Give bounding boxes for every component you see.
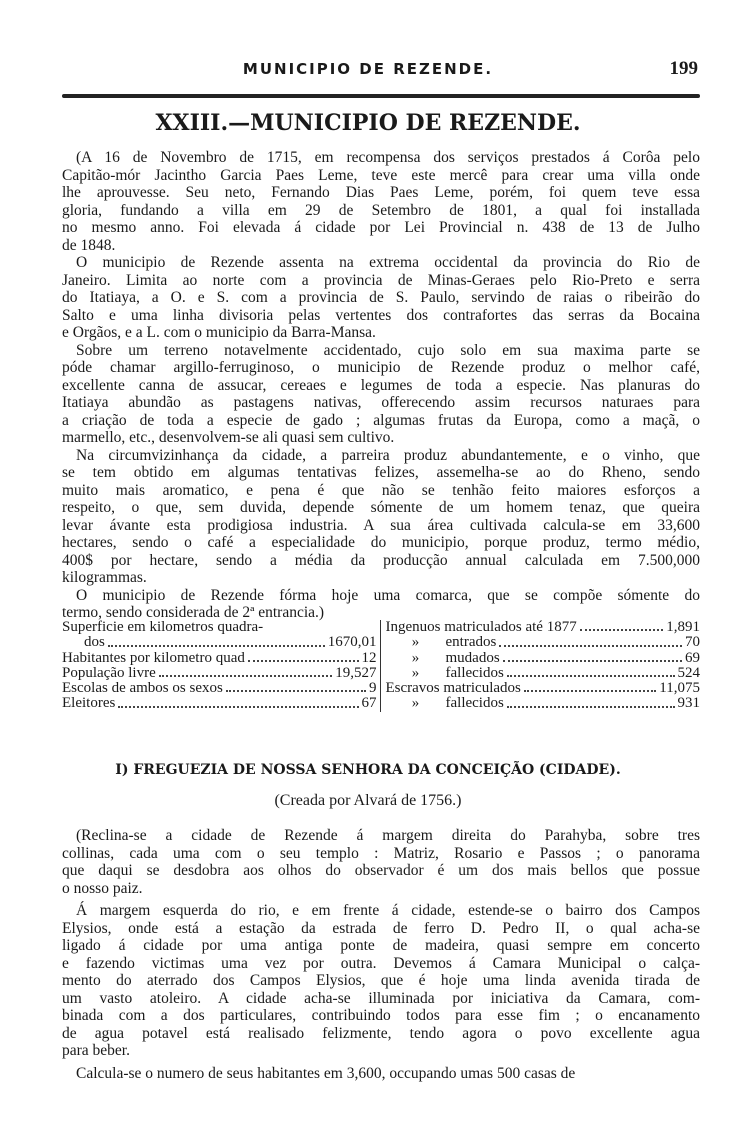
stat-label bbox=[62, 620, 263, 635]
section-heading: I) FREGUEZIA DE NOSSA SENHORA DA CONCEIÇÃO (CIDADE). bbox=[115, 762, 621, 778]
text-line: do Itatiaya, a O. e S. com a provincia de S. Paulo, servindo de raias o ribeirão do bbox=[62, 289, 700, 306]
text-line: de agua potavel está realisado felizmente, tendo agora o povo excellente agua bbox=[62, 1024, 700, 1042]
stat-label-text: Superficie em kilometros quadra- bbox=[62, 619, 264, 635]
stat-label-text: fallecidos bbox=[445, 664, 504, 681]
stat-label bbox=[62, 651, 245, 666]
stat-value: 524 bbox=[677, 664, 700, 681]
text-line: de 1848. bbox=[62, 236, 116, 254]
text-line: gloria, fundando a villa em 29 de Setembro de 1801, a qual foi installada bbox=[62, 201, 700, 219]
text-line: muito mais aromatico, e pena é que não se tenhão feito maiores esforços a bbox=[62, 481, 700, 499]
text-line: 400$ por hectare, sendo a média da producção annual calculada em 7.500,000 bbox=[62, 551, 700, 569]
text-line: Itatiaya abundão as pastagens nativas, offerecendo assim recursos naturaes para bbox=[62, 394, 700, 411]
statistics-right-column bbox=[381, 620, 701, 712]
stat-label bbox=[62, 635, 105, 650]
stat-label-text: mudados bbox=[445, 649, 500, 666]
text-line: termo, sendo considerada de 2ª entrancia.) bbox=[62, 604, 325, 621]
stat-row bbox=[62, 635, 377, 650]
stat-label-text: fallecidos bbox=[445, 695, 504, 712]
text-line: hectares, sendo o café a especialidade do municipio, porque produz, termo médio, bbox=[62, 534, 700, 551]
dot-leader bbox=[507, 706, 675, 708]
text-line: a criação de toda a especie de gado ; algumas frutas da Europa, como a maçã, o bbox=[62, 411, 700, 429]
text-line: um vasto atoleiro. A cidade acha-se illuminada por iniciativa da Camara, com- bbox=[62, 989, 700, 1007]
text-line: Janeiro. Limita ao norte com a provincia de Minas-Geraes pelo Rio-Preto e serra bbox=[62, 271, 700, 289]
stat-label-text: Ingenuos matriculados até 1877 bbox=[385, 619, 577, 635]
stat-row bbox=[386, 681, 701, 696]
stat-value: 1670,01 bbox=[327, 634, 377, 651]
text-line: Calcula-se o numero de seus habitantes em 3,600, occupando umas 500 casas de bbox=[76, 1064, 576, 1082]
paragraph bbox=[62, 149, 700, 254]
text-line: O municipio de Rezende assenta na extrema occidental da provincia do Rio de bbox=[76, 254, 700, 271]
text-line: para beber. bbox=[62, 1042, 130, 1059]
ditto-mark: » bbox=[411, 634, 420, 651]
stat-value: 70 bbox=[685, 634, 700, 651]
stat-row bbox=[62, 696, 377, 711]
text-line: marmello, etc., desenvolvem-se ali quasi sem cultivo. bbox=[62, 429, 395, 446]
paragraph bbox=[62, 587, 700, 622]
text-line: e fazendo victimas uma vez por outra. Devemos á Camara Municipal o calça- bbox=[62, 954, 700, 972]
dot-leader bbox=[118, 706, 358, 708]
paragraph bbox=[62, 447, 700, 587]
header-rule bbox=[62, 94, 700, 98]
text-line: e Orgãos, e a L. com o municipio da Barra-Mansa. bbox=[62, 324, 376, 341]
stat-value: 931 bbox=[677, 695, 700, 712]
stat-label-text: População livre bbox=[62, 664, 156, 681]
ditto-mark: » bbox=[411, 649, 420, 666]
stat-label-text: Escravos matriculados bbox=[385, 680, 521, 697]
stat-label-text: entrados bbox=[445, 634, 497, 651]
stat-row bbox=[62, 666, 377, 681]
stat-label-text: dos bbox=[84, 634, 105, 651]
stat-label bbox=[386, 620, 577, 635]
stat-value: 1,891 bbox=[666, 619, 700, 635]
stat-value: 12 bbox=[361, 649, 377, 666]
chapter-title: XXIII.—MUNICIPIO DE REZENDE. bbox=[155, 110, 581, 136]
section-subtitle: (Creada por Alvará de 1756.) bbox=[274, 792, 462, 809]
paragraph bbox=[62, 342, 700, 447]
text-line: Elysios, onde está a estação da estrada de ferro D. Pedro II, o qual acha-se bbox=[62, 919, 700, 937]
statistics-table bbox=[62, 620, 700, 712]
section-text bbox=[62, 827, 700, 1087]
stat-row bbox=[386, 620, 701, 635]
text-line: (Reclina-se a cidade de Rezende á margem direita do Parahyba, sobre tres bbox=[76, 827, 700, 844]
stat-label bbox=[62, 666, 156, 681]
stat-value: 69 bbox=[685, 649, 700, 666]
text-line: Sobre um terreno notavelmente accidentado, cujo solo em sua maxima parte se bbox=[76, 341, 700, 359]
statistics-left-column bbox=[62, 620, 381, 712]
dot-leader bbox=[503, 660, 682, 662]
ditto-mark: » bbox=[411, 664, 420, 681]
text-line: levar ávante esta prodigiosa industria. A sua área cultivada calcula-se em 33,600 bbox=[62, 516, 700, 534]
stat-row bbox=[386, 666, 701, 681]
stat-label bbox=[62, 681, 223, 696]
text-line: Capitão-mór Jacintho Garcia Paes Leme, teve este mercê para crear uma villa onde bbox=[62, 166, 700, 184]
text-line: Á margem esquerda do rio, e em frente á cidade, estende-se o bairro dos Campos bbox=[76, 902, 700, 919]
stat-row bbox=[386, 696, 701, 711]
text-line: no mesmo anno. Foi elevada á cidade por Lei Provincial n. 438 de 13 de Julho bbox=[62, 219, 700, 236]
text-line: collinas, cada uma com o seu templo : Matriz, Rosario e Passos ; o panorama bbox=[62, 844, 700, 862]
paragraph bbox=[62, 902, 700, 1060]
stat-label bbox=[386, 666, 504, 681]
text-line: Na circumvizinhança da cidade, a parreira produz abundantemente, e o vinho, que bbox=[76, 446, 700, 464]
text-line: mento do aterrado dos Campos Elysios, que é hoje uma linda avenida tirada de bbox=[62, 972, 700, 989]
stat-row bbox=[62, 681, 377, 696]
dot-leader bbox=[248, 660, 359, 662]
dot-leader bbox=[507, 675, 675, 677]
running-header: MUNICIPIO DE REZENDE. bbox=[242, 60, 494, 78]
text-line: se tem obtido em algumas tentativas felizes, assemelha-se ao do Rheno, sendo bbox=[62, 464, 700, 481]
stat-label-text: Eleitores bbox=[62, 695, 116, 712]
text-line: póde chamar argillo-ferruginoso, o municipio de Rezende produz o melhor café, bbox=[62, 359, 700, 376]
paragraph bbox=[62, 254, 700, 342]
intro-text bbox=[62, 149, 700, 622]
text-line: lhe aprouvesse. Seu neto, Fernando Dias Paes Leme, porém, foi quem teve essa bbox=[62, 184, 700, 201]
dot-leader bbox=[108, 645, 325, 647]
stat-value: 67 bbox=[361, 695, 377, 712]
text-line: kilogrammas. bbox=[62, 569, 147, 586]
text-line: respeito, o que, sem duvida, depende sómente de um homem tenaz, que queira bbox=[62, 499, 700, 516]
stat-label bbox=[386, 696, 504, 711]
text-line: (A 16 de Novembro de 1715, em recompensa dos serviços prestados á Corôa pelo bbox=[76, 149, 700, 166]
stat-row bbox=[386, 651, 701, 666]
stat-label-text: Habitantes por kilometro quad bbox=[62, 649, 245, 666]
stat-value: 9 bbox=[369, 680, 377, 697]
text-line: Salto e uma linha divisoria pelas vertentes dos contrafortes das serras da Bocaina bbox=[62, 306, 700, 324]
text-line: excellente canna de assucar, cereaes e legumes de toda a especie. Nas planuras do bbox=[62, 376, 700, 394]
stat-value: 11,075 bbox=[659, 680, 700, 697]
text-line: O municipio de Rezende fórma hoje uma comarca, que se compõe sómente do bbox=[76, 586, 700, 604]
dot-leader bbox=[226, 690, 366, 692]
stat-label bbox=[386, 635, 497, 650]
text-line: que daqui se desdobra aos olhos do observador é um dos mais bellos que possue bbox=[62, 862, 700, 879]
stat-label bbox=[62, 696, 115, 711]
stat-row bbox=[386, 635, 701, 650]
stat-label-text: Escolas de ambos os sexos bbox=[62, 680, 223, 697]
stat-label bbox=[386, 681, 521, 696]
stat-label bbox=[386, 651, 500, 666]
stat-value: 19,527 bbox=[335, 664, 377, 681]
page-number: 199 bbox=[669, 58, 698, 79]
ditto-mark: » bbox=[411, 695, 420, 712]
text-line: ligado á cidade por uma antiga ponte de madeira, quasi sempre em concerto bbox=[62, 937, 700, 954]
stat-row bbox=[62, 651, 377, 666]
dot-leader bbox=[499, 645, 682, 647]
dot-leader bbox=[524, 690, 656, 692]
dot-leader bbox=[580, 629, 664, 631]
dot-leader bbox=[159, 675, 333, 677]
text-line: o nosso paiz. bbox=[62, 879, 143, 897]
stat-row bbox=[62, 620, 377, 635]
paragraph bbox=[62, 1065, 700, 1083]
paragraph bbox=[62, 827, 700, 897]
text-line: binada com a dos particulares, contribuindo todos para esse fim ; o encanamento bbox=[62, 1007, 700, 1024]
